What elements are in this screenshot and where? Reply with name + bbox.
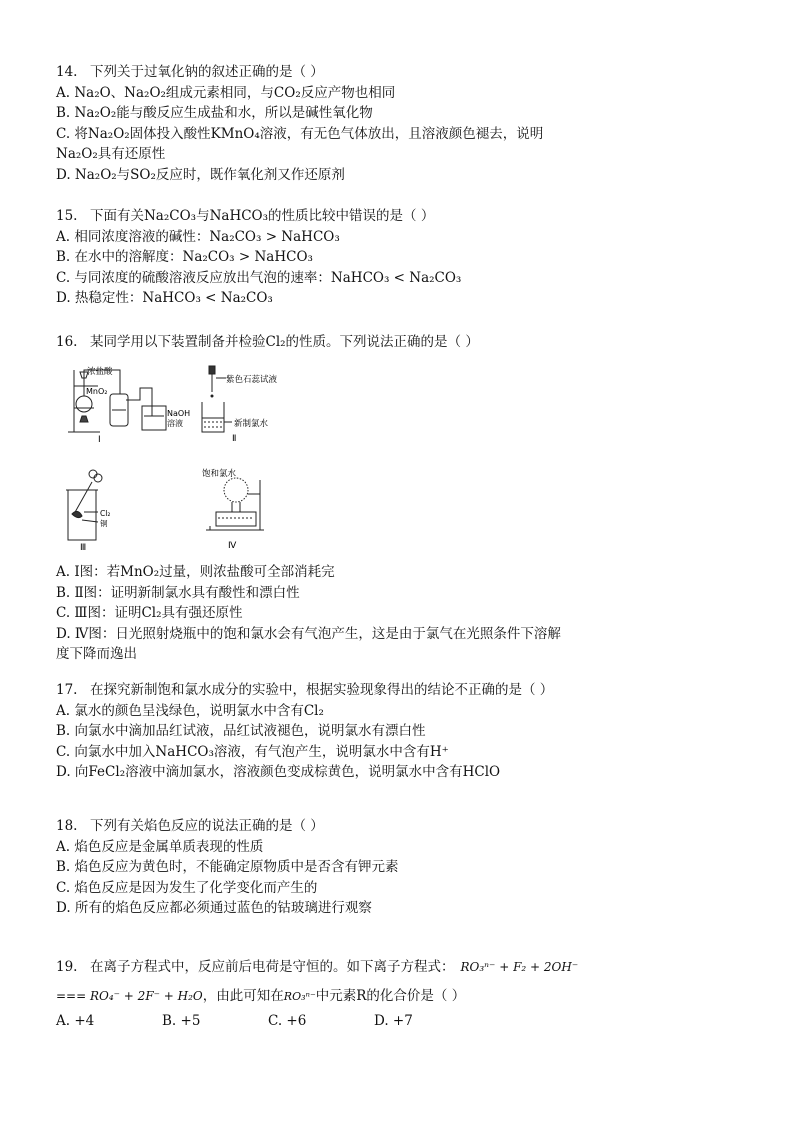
figure-label-copper: 铜 bbox=[100, 519, 108, 528]
question-stem bbox=[56, 62, 756, 83]
equation-line bbox=[56, 986, 756, 1008]
question-stem bbox=[56, 206, 756, 227]
option-b: B. 焰色反应为黄色时，不能确定原物质中是否含有钾元素 bbox=[56, 859, 399, 875]
apparatus-figure-1 bbox=[60, 364, 195, 444]
equation-right: === RO₄⁻ + 2F⁻ + H₂O bbox=[56, 988, 203, 1003]
stem-text: 某同学用以下装置制备并检验Cl₂的性质。下列说法正确的是（ ） bbox=[90, 334, 479, 350]
question-number: 16. bbox=[56, 334, 78, 350]
figure-roman-2: Ⅱ bbox=[232, 434, 237, 444]
question-stem bbox=[56, 680, 756, 701]
figure-label-cl2: Cl₂ bbox=[100, 509, 111, 518]
option-d: D. Na₂O₂与SO₂反应时，既作氧化剂又作还原剂 bbox=[56, 166, 345, 183]
stem-text-3: 中元素R的化合价是（ ） bbox=[315, 987, 466, 1004]
figure-label-acid: 浓盐酸 bbox=[87, 367, 113, 377]
option-d: D. +7 bbox=[374, 1013, 413, 1029]
question-18 bbox=[56, 816, 756, 919]
question-number: 15. bbox=[56, 208, 78, 224]
option-c: C. 将Na₂O₂固体投入酸性KMnO₄溶液，有无色气体放出，且溶液颜色褪去，说明 bbox=[56, 125, 544, 142]
question-16-options bbox=[56, 562, 756, 665]
stem-text: 下面有关Na₂CO₃与NaHCO₃的性质比较中错误的是（ ） bbox=[90, 208, 435, 224]
option-b: B. Ⅱ图：证明新制氯水具有酸性和漂白性 bbox=[56, 584, 300, 601]
question-number: 17. bbox=[56, 682, 78, 698]
apparatus-figure-3 bbox=[60, 466, 130, 552]
option-a: A. +4 bbox=[56, 1013, 95, 1029]
option-b: B. +5 bbox=[162, 1013, 201, 1029]
stem-text: 下列关于过氧化钠的叙述正确的是（ ） bbox=[90, 64, 324, 80]
option-b: B. 向氯水中滴加品红试液，品红试液褪色，说明氯水有漂白性 bbox=[56, 723, 426, 739]
question-stem bbox=[56, 816, 756, 837]
apparatus-figure-2 bbox=[198, 364, 308, 444]
option-a: A. Na₂O、Na₂O₂组成元素相同，与CO₂反应产物也相同 bbox=[56, 84, 396, 101]
question-stem bbox=[56, 957, 756, 978]
option-a: A. 焰色反应是金属单质表现的性质 bbox=[56, 838, 264, 855]
question-19 bbox=[56, 957, 756, 1032]
options-row bbox=[56, 1011, 756, 1032]
option-c: C. 向氯水中加入NaHCO₃溶液，有气泡产生，说明氯水中含有H⁺ bbox=[56, 743, 449, 760]
stem-text-2: ，由此可知在 bbox=[202, 987, 284, 1004]
question-16 bbox=[56, 332, 756, 353]
option-c: C. 焰色反应是因为发生了化学变化而产生的 bbox=[56, 879, 318, 896]
stem-text: 下列有关焰色反应的说法正确的是（ ） bbox=[90, 818, 324, 834]
option-d: D. 所有的焰色反应都必须通过蓝色的钴玻璃进行观察 bbox=[56, 900, 372, 916]
option-d: D. 向FeCl₂溶液中滴加氯水，溶液颜色变成棕黄色，说明氯水中含有HClO bbox=[56, 764, 501, 780]
option-d: D. Ⅳ图：日光照射烧瓶中的饱和氯水会有气泡产生，这是由于氯气在光照条件下溶解 bbox=[56, 625, 561, 642]
figure-label-chlorine-water: 新制氯水 bbox=[234, 419, 269, 429]
question-number: 18. bbox=[56, 818, 78, 834]
figure-label-naoh: NaOH bbox=[167, 409, 191, 418]
option-d-continued: 度下降而逸出 bbox=[56, 646, 137, 662]
option-a: A. 相同浓度溶液的碱性：Na₂CO₃ > NaHCO₃ bbox=[56, 228, 340, 245]
stem-text: 在探究新制饱和氯水成分的实验中，根据实验现象得出的结论不正确的是（ ） bbox=[90, 682, 554, 698]
figure-label-litmus: 紫色石蕊试液 bbox=[226, 375, 278, 385]
question-number: 14. bbox=[56, 64, 78, 80]
option-b: B. 在水中的溶解度：Na₂CO₃ > NaHCO₃ bbox=[56, 249, 313, 265]
question-stem bbox=[56, 332, 756, 353]
figure-roman-4: Ⅳ bbox=[228, 541, 237, 551]
figure-roman-1: Ⅰ bbox=[98, 435, 101, 444]
question-number: 19. bbox=[56, 959, 78, 975]
question-15 bbox=[56, 206, 756, 309]
ion-formula: RO₃ⁿ⁻ bbox=[283, 989, 316, 1003]
apparatus-figure-4 bbox=[198, 466, 278, 552]
stem-text: 在离子方程式中，反应前后电荷是守恒的。如下离子方程式： bbox=[90, 959, 455, 975]
option-c: C. +6 bbox=[268, 1013, 307, 1029]
option-a: A. 氯水的颜色呈浅绿色，说明氯水中含有Cl₂ bbox=[56, 702, 324, 719]
question-14 bbox=[56, 62, 756, 185]
option-b: B. Na₂O₂能与酸反应生成盐和水，所以是碱性氧化物 bbox=[56, 105, 373, 121]
figure-label-saturated-water: 饱和氯水 bbox=[202, 469, 237, 479]
question-17 bbox=[56, 680, 756, 783]
figure-label-mno2: MnO₂ bbox=[86, 387, 108, 396]
option-d: D. 热稳定性：NaHCO₃ < Na₂CO₃ bbox=[56, 290, 273, 306]
option-c-continued: Na₂O₂具有还原性 bbox=[56, 146, 166, 162]
option-a: A. Ⅰ图：若MnO₂过量，则浓盐酸可全部消耗完 bbox=[56, 564, 335, 580]
option-c: C. 与同浓度的硫酸溶液反应放出气泡的速率：NaHCO₃ < Na₂CO₃ bbox=[56, 269, 462, 286]
figure-label-solution: 溶液 bbox=[167, 419, 183, 428]
option-c: C. Ⅲ图：证明Cl₂具有强还原性 bbox=[56, 605, 243, 621]
equation-left: RO₃ⁿ⁻ + F₂ + 2OH⁻ bbox=[460, 960, 579, 974]
figure-roman-3: Ⅲ bbox=[80, 543, 87, 552]
